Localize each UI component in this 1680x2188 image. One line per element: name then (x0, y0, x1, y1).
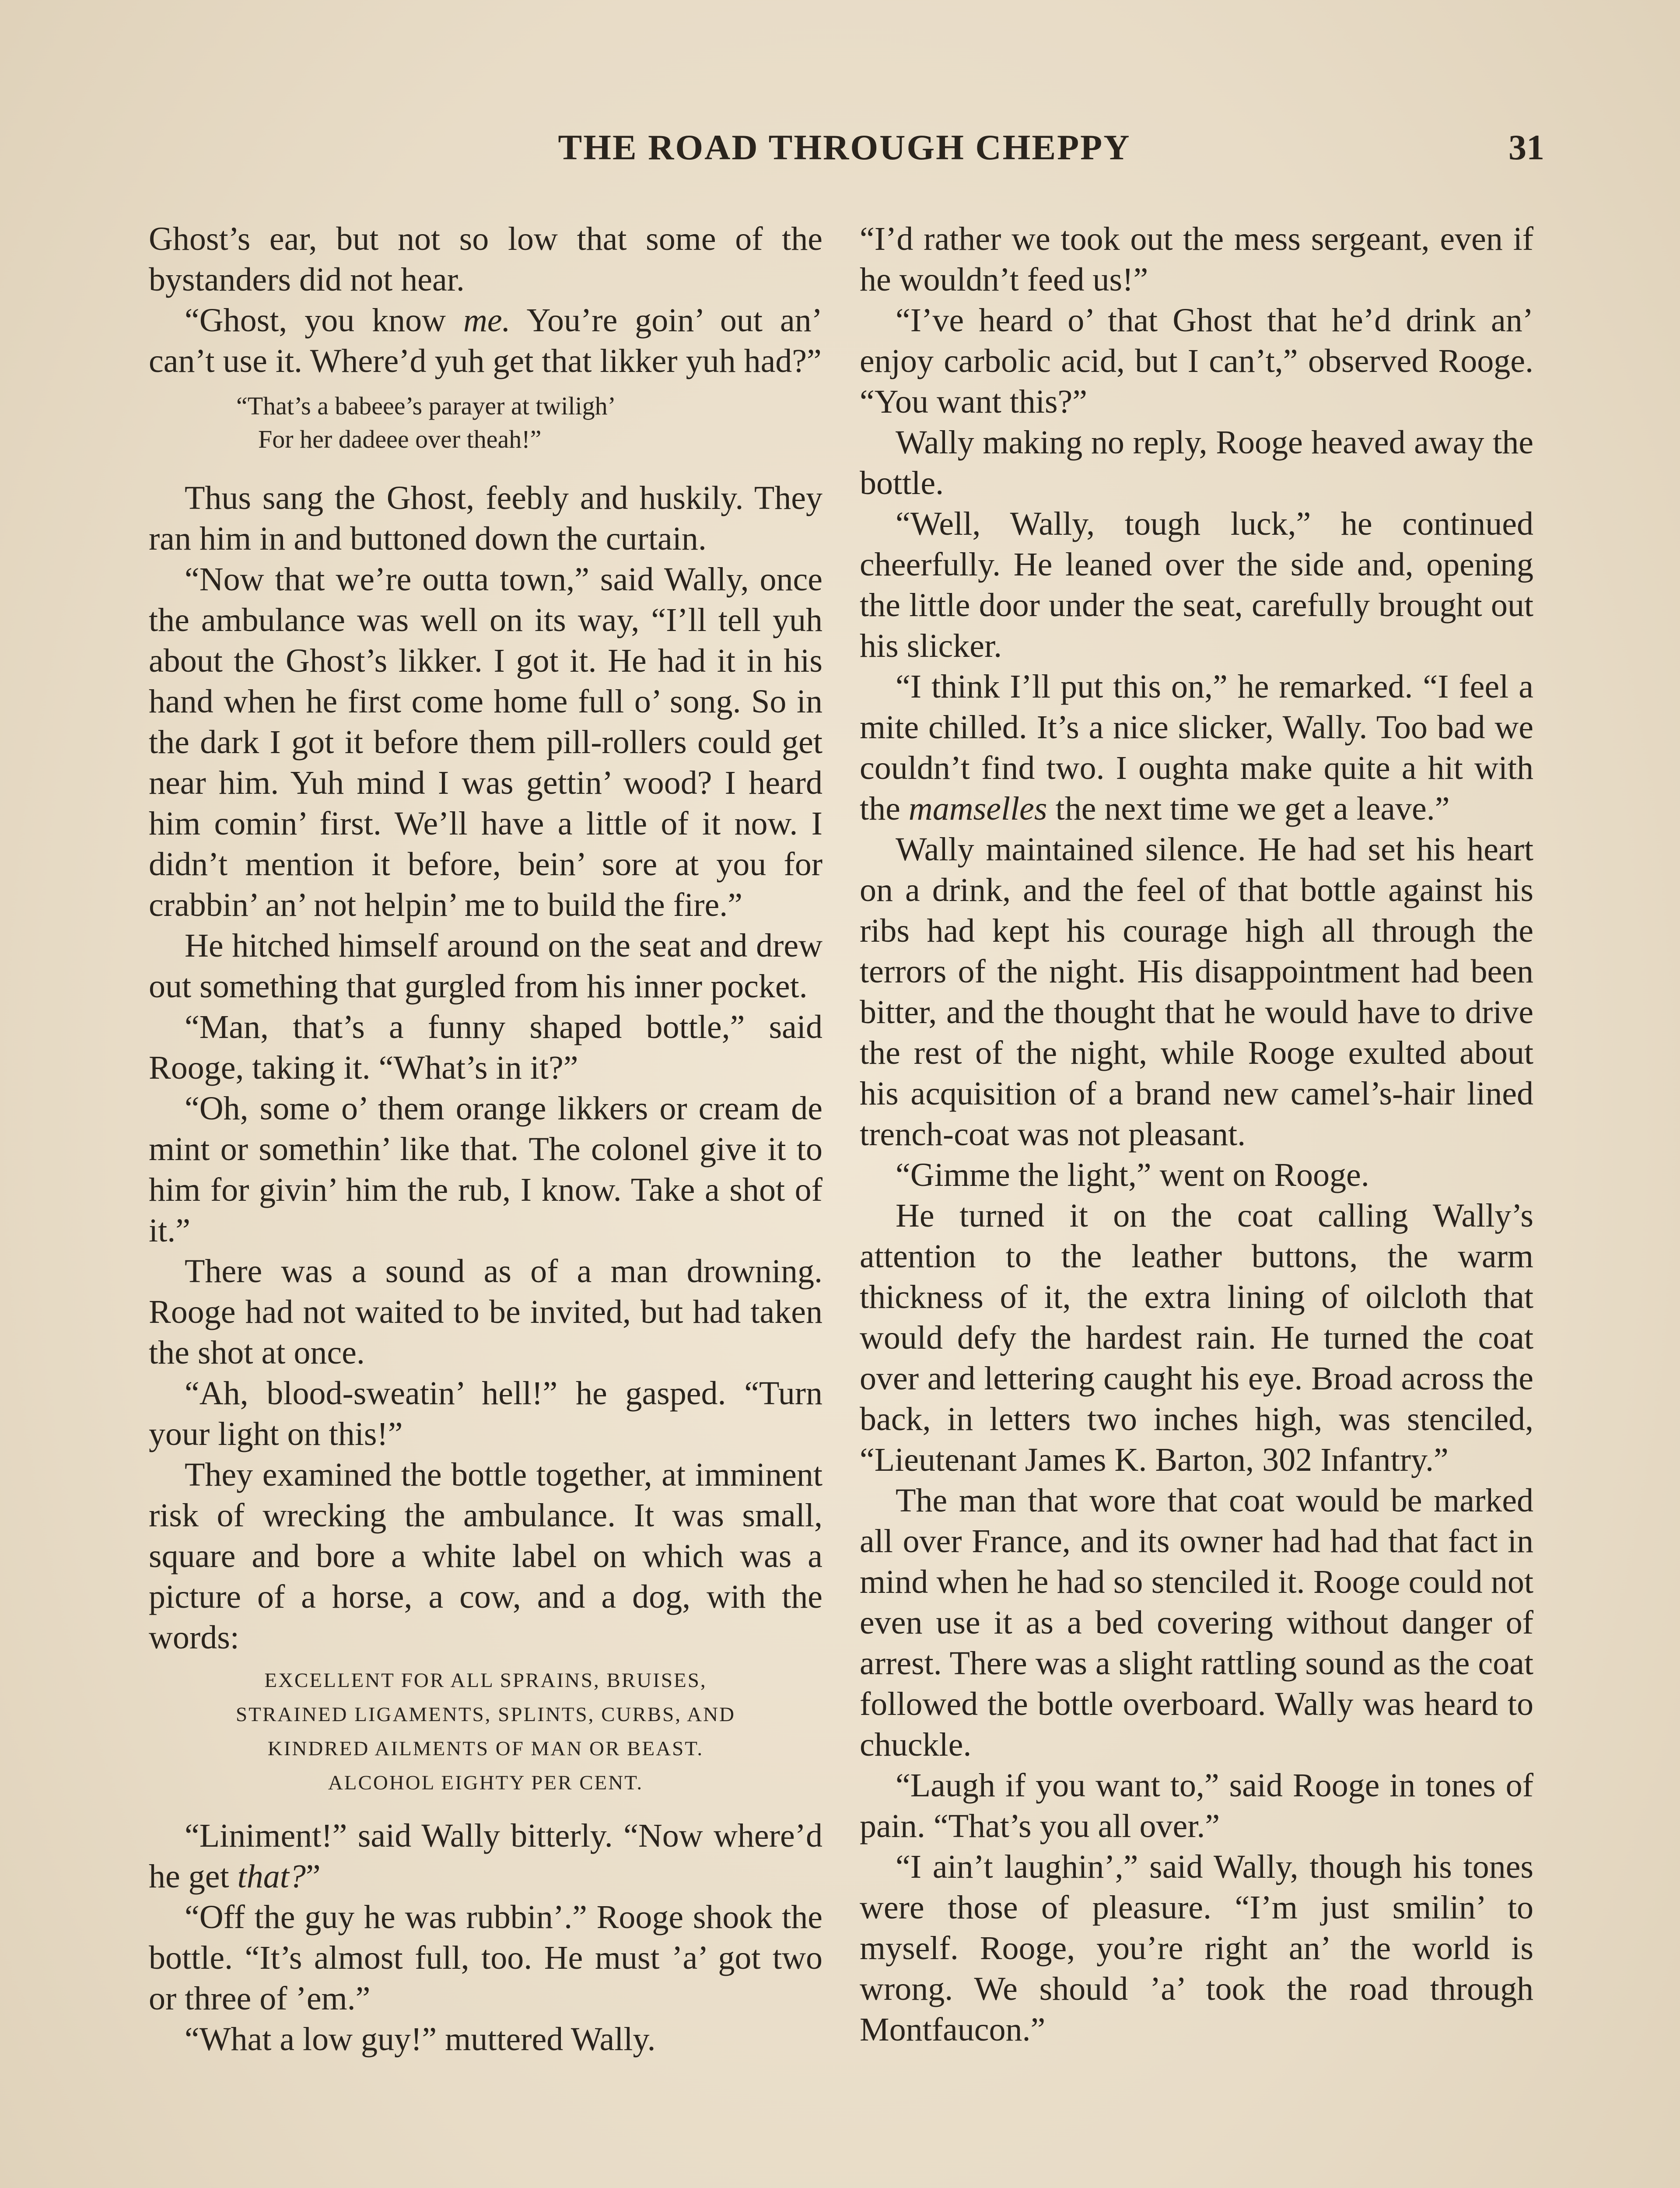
verse-line: “That’s a babeee’s parayer at twiligh’ (236, 392, 616, 420)
paragraph: “Liniment!” said Wally bitterly. “Now where’d he get that?” (149, 1817, 822, 1895)
song-verse (149, 382, 822, 478)
paragraph: “Off the guy he was rubbin’.” Rooge shook the bottle. “It’s almost full, too. He must ’a’ got two or three of ’em.” (149, 1899, 822, 2017)
paragraph: There was a sound as of a man drowning. Rooge had not waited to be invited, but had taken the shot at once. (149, 1253, 822, 1371)
paragraph: “Ah, blood-sweatin’ hell!” he gasped. “Turn your light on this!” (149, 1375, 822, 1452)
paragraph: “Oh, some o’ them orange likkers or cream de mint or somethin’ like that. The colonel give it to him for givin’ him the rub, I know. Take a shot of it.” (149, 1090, 822, 1249)
label-line: STRAINED LIGAMENTS, SPLINTS, CURBS, AND (236, 1703, 735, 1726)
paragraph: “Laugh if you want to,” said Rooge in tones of pain. “That’s you all over.” (860, 1767, 1533, 1844)
paragraph: Thus sang the Ghost, feebly and huskily. They ran him in and buttoned down the curtain. (149, 480, 822, 557)
left-column (149, 219, 822, 2188)
right-column (860, 219, 1533, 2188)
paragraph: “Ghost, you know me. You’re goin’ out an’ can’t use it. Where’d yuh get that likker yuh had?” (149, 302, 822, 379)
paragraph: They examined the bottle together, at imminent risk of wrecking the ambulance. It was small, square and bore a white label on which was a picture of a horse, a cow, and a dog, with the words: (149, 1456, 822, 1656)
verse-line: For her dadeee over theah!” (258, 425, 542, 453)
paragraph: Wally making no reply, Rooge heaved away the bottle. (860, 424, 1533, 501)
page-number: 31 (1508, 127, 1544, 167)
paragraph: “I think I’ll put this on,” he remarked. “I feel a mite chilled. It’s a nice slicker, Wally. Too bad we couldn’t find two. I oughta make quite a hit with the mamselles the next time we get a leave.” (860, 668, 1533, 827)
paragraph: He turned it on the coat calling Wally’s attention to the leather buttons, the warm thickness of it, the extra lining of oilcloth that would defy the hardest rain. He turned the coat over and lettering caught his eye. Broad across the back, in letters two inches high, was stenciled, “Lieutenant James K. Barton, 302 Infantry.” (860, 1197, 1533, 1478)
paragraph: Ghost’s ear, but not so low that some of the bystanders did not hear. (149, 221, 822, 298)
paragraph: “Gimme the light,” went on Rooge. (896, 1157, 1369, 1193)
paragraph: Wally maintained silence. He had set his heart on a drink, and the feel of that bottle against his ribs had kept his courage high all through the terrors of the night. His disappointment had been bitter, and the thought that he would have to drive the rest of the night, while Rooge exulted about his acquisition of a brand new camel’s-hair lined trench-coat was not pleasant. (860, 831, 1533, 1153)
paragraph: He hitched himself around on the seat and drew out something that gurgled from his inner pocket. (149, 927, 822, 1005)
bottle-label-text (149, 1658, 822, 1816)
paragraph: The man that wore that coat would be marked all over France, and its owner had had that fact in mind when he had so stenciled it. Rooge could not even use it as a bed covering without danger of arrest. There was a slight rattling sound as the coat followed the bottle overboard. Wally was heard to chuckle. (860, 1482, 1533, 1763)
paragraph: “I’d rather we took out the mess sergeant, even if he wouldn’t feed us!” (860, 221, 1533, 298)
paragraph: “Man, that’s a funny shaped bottle,” said Rooge, taking it. “What’s in it?” (149, 1009, 822, 1086)
paragraph: “I’ve heard o’ that Ghost that he’d drink an’ enjoy carbolic acid, but I can’t,” observed Rooge. “You want this?” (860, 302, 1533, 420)
paragraph: “Now that we’re outta town,” said Wally, once the ambulance was well on its way, “I’ll tell yuh about the Ghost’s likker. I got it. He had it in his hand when he first come home full o’ song. So in the dark I got it before them pill-rollers could get near him. Yuh mind I was gettin’ wood? I heard him comin’ first. We’ll have a little of it now. I didn’t mention it before, bein’ sore at you for crabbin’ an’ not helpin’ me to build the fire.” (149, 561, 822, 923)
paragraph: “What a low guy!” muttered Wally. (185, 2021, 656, 2058)
label-line: ALCOHOL EIGHTY PER CENT. (328, 1771, 644, 1794)
paragraph: “I ain’t laughin’,” said Wally, though his tones were those of pleasure. “I’m just smilin’ to myself. Rooge, you’re right an’ the world is wrong. We should ’a’ took the road through Montfaucon.” (860, 1848, 1533, 2048)
label-line: EXCELLENT FOR ALL SPRAINS, BRUISES, (264, 1669, 707, 1692)
running-head: THE ROAD THROUGH CHEPPY (558, 127, 1131, 167)
label-line: KINDRED AILMENTS OF MAN OR BEAST. (267, 1737, 704, 1760)
page-header (144, 127, 1544, 175)
paragraph: “Well, Wally, tough luck,” he continued cheerfully. He leaned over the side and, opening the little door under the seat, carefully brought out his slicker. (860, 505, 1533, 664)
